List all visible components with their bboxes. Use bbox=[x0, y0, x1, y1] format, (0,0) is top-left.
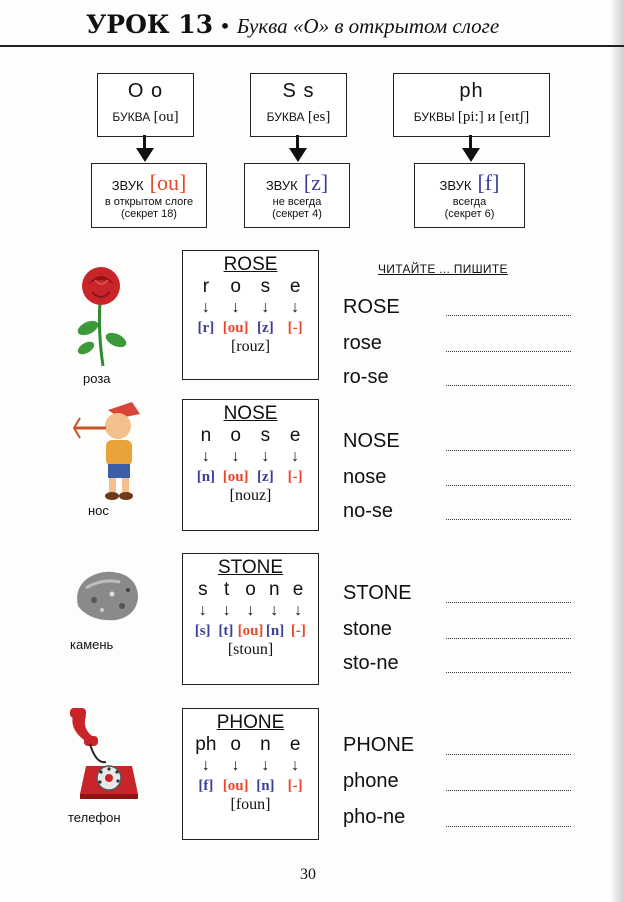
sound-heading: ЗВУК [z] bbox=[265, 170, 329, 195]
sound-box-z bbox=[244, 163, 350, 228]
writing-line[interactable] bbox=[446, 314, 571, 316]
letter-row bbox=[191, 425, 310, 447]
pinocchio-nose-icon bbox=[70, 400, 150, 502]
picture-caption: роза bbox=[83, 371, 111, 386]
word-letter: r bbox=[202, 276, 210, 297]
arrow-row bbox=[191, 447, 310, 467]
practice-word: NOSE bbox=[343, 430, 400, 452]
page-number: 30 bbox=[300, 866, 316, 883]
arrow-down-icon: ↓ bbox=[261, 757, 270, 774]
down-arrow-head bbox=[462, 148, 480, 162]
practice-word: rose bbox=[343, 332, 382, 354]
practice-word: ro-se bbox=[343, 366, 389, 388]
arrow-down-icon: ↓ bbox=[231, 757, 240, 774]
writing-line[interactable] bbox=[446, 518, 571, 520]
writing-line[interactable] bbox=[446, 825, 571, 827]
letter-transcription: [pi:] и [eɪtʃ] bbox=[457, 109, 530, 125]
word-letter: e bbox=[289, 276, 301, 297]
practice-word: ROSE bbox=[343, 296, 400, 318]
word-sound: [f] bbox=[198, 778, 214, 794]
word-letter: n bbox=[260, 734, 271, 755]
letter-label: БУКВЫ [pi:] и [eɪtʃ] bbox=[413, 109, 530, 125]
word-letter: o bbox=[230, 276, 241, 297]
arrow-down-icon: ↓ bbox=[291, 448, 300, 465]
word-sound: [n] bbox=[196, 469, 216, 485]
writing-line[interactable] bbox=[446, 384, 571, 386]
sound-note: в открытом слоге bbox=[104, 196, 194, 208]
arrow-down-icon: ↓ bbox=[291, 757, 300, 774]
word-transcription: [nouz] bbox=[229, 487, 272, 504]
sound-secret: (секрет 18) bbox=[121, 208, 177, 220]
word-letter: n bbox=[269, 579, 280, 600]
sound-row bbox=[191, 467, 310, 487]
word-letter: t bbox=[224, 579, 230, 600]
word-letter: e bbox=[289, 425, 301, 446]
arrow-down-icon: ↓ bbox=[201, 299, 210, 316]
letter-box-s bbox=[250, 73, 347, 137]
word-transcription: [stoun] bbox=[227, 641, 274, 658]
word-title: STONE bbox=[217, 557, 284, 578]
word-letter: s bbox=[260, 425, 271, 446]
picture-caption: камень bbox=[70, 637, 114, 652]
down-arrow-head bbox=[136, 148, 154, 162]
practice-word: STONE bbox=[343, 582, 412, 604]
sound-row bbox=[191, 318, 310, 338]
word-sound: [n] bbox=[265, 623, 285, 639]
letter-pair: S s bbox=[282, 80, 315, 102]
arrow-row bbox=[191, 298, 310, 318]
arrow-down-icon: ↓ bbox=[198, 602, 207, 619]
arrow-down-icon: ↓ bbox=[261, 448, 270, 465]
word-card-rose bbox=[182, 250, 319, 380]
rose-icon bbox=[70, 262, 138, 370]
sound-secret: (секрет 4) bbox=[272, 208, 322, 220]
word-letter: s bbox=[198, 579, 208, 600]
letter-label: БУКВА [es] bbox=[266, 109, 331, 125]
sound-secret: (секрет 6) bbox=[444, 208, 495, 220]
word-letter: e bbox=[292, 579, 304, 600]
word-transcription: [rouz] bbox=[230, 338, 271, 355]
word-card-phone bbox=[182, 708, 319, 840]
sound-row bbox=[191, 621, 310, 641]
writing-line[interactable] bbox=[446, 671, 571, 673]
word-letter: o bbox=[230, 734, 241, 755]
picture-caption: нос bbox=[88, 503, 109, 518]
letter-transcription: [ou] bbox=[153, 109, 179, 125]
letter-box-o bbox=[97, 73, 194, 137]
sound-note: всегда bbox=[452, 196, 487, 208]
picture-caption: телефон bbox=[68, 810, 121, 825]
word-sound: [ou] bbox=[222, 778, 249, 794]
practice-word: phone bbox=[343, 770, 399, 792]
letter-pair: O o bbox=[127, 80, 164, 102]
arrow-down-icon: ↓ bbox=[246, 602, 255, 619]
arrow-down-icon: ↓ bbox=[231, 448, 240, 465]
word-sound: [n] bbox=[256, 778, 275, 794]
letter-label: БУКВА [ou] bbox=[112, 109, 179, 125]
word-sound: [s] bbox=[194, 623, 211, 639]
writing-line[interactable] bbox=[446, 449, 571, 451]
sound-note: не всегда bbox=[272, 196, 322, 208]
arrow-down-icon: ↓ bbox=[201, 448, 210, 465]
word-title: NOSE bbox=[223, 403, 278, 424]
writing-line[interactable] bbox=[446, 789, 571, 791]
writing-line[interactable] bbox=[446, 601, 571, 603]
sound-box-ou bbox=[91, 163, 207, 228]
letter-row bbox=[191, 734, 310, 756]
word-letter: o bbox=[245, 579, 256, 600]
practice-word: nose bbox=[343, 466, 387, 488]
word-title: PHONE bbox=[216, 712, 285, 733]
arrow-down-icon: ↓ bbox=[294, 602, 303, 619]
telephone-icon bbox=[66, 706, 148, 806]
letter-transcription: [es] bbox=[307, 109, 331, 125]
practice-word: no-se bbox=[343, 500, 394, 522]
read-write-header: ЧИТАЙТЕ ... ПИШИТЕ bbox=[378, 262, 508, 276]
writing-line[interactable] bbox=[446, 753, 571, 755]
word-sound: [-] bbox=[290, 623, 306, 639]
page-edge-shadow bbox=[610, 0, 624, 902]
arrow-down-icon: ↓ bbox=[201, 757, 210, 774]
word-sound: [z] bbox=[257, 469, 274, 485]
word-sound: [-] bbox=[287, 469, 303, 485]
arrow-down-icon: ↓ bbox=[231, 299, 240, 316]
header-divider bbox=[0, 45, 624, 47]
header-bullet: • bbox=[219, 14, 231, 38]
sound-row bbox=[191, 776, 310, 796]
arrow-down-icon: ↓ bbox=[261, 299, 270, 316]
sound-heading: ЗВУК [ou] bbox=[111, 170, 187, 195]
writing-line[interactable] bbox=[446, 484, 571, 486]
word-title: ROSE bbox=[223, 254, 278, 275]
page-header bbox=[86, 10, 499, 39]
arrow-row bbox=[191, 601, 310, 621]
word-sound: [r] bbox=[197, 320, 215, 336]
word-card-stone bbox=[182, 553, 319, 685]
arrow-row bbox=[191, 756, 310, 776]
letter-row bbox=[191, 579, 310, 601]
stone-icon bbox=[72, 566, 142, 624]
word-sound: [ou] bbox=[222, 320, 249, 336]
word-sound: [z] bbox=[257, 320, 274, 336]
word-letter: s bbox=[260, 276, 271, 297]
sound-box-f bbox=[414, 163, 525, 228]
letter-box-ph bbox=[393, 73, 550, 137]
lesson-subtitle: Буква «О» в открытом слоге bbox=[236, 14, 500, 38]
arrow-down-icon: ↓ bbox=[291, 299, 300, 316]
lesson-title: УРОК 13 bbox=[86, 10, 214, 39]
writing-line[interactable] bbox=[446, 637, 571, 639]
word-sound: [-] bbox=[287, 778, 303, 794]
letter-row bbox=[191, 276, 310, 298]
arrow-down-icon: ↓ bbox=[270, 602, 279, 619]
sound-heading: ЗВУК [f] bbox=[439, 170, 500, 195]
practice-word: sto-ne bbox=[343, 652, 399, 674]
word-card-nose bbox=[182, 399, 319, 531]
arrow-down-icon: ↓ bbox=[222, 602, 231, 619]
practice-word: stone bbox=[343, 618, 392, 640]
sound-symbol: [f] bbox=[477, 170, 500, 195]
word-letter: ph bbox=[195, 734, 217, 755]
word-sound: [ou] bbox=[237, 623, 264, 639]
word-sound: [-] bbox=[287, 320, 303, 336]
practice-word: PHONE bbox=[343, 734, 415, 756]
down-arrow-head bbox=[289, 148, 307, 162]
word-letter: e bbox=[289, 734, 301, 755]
sound-symbol: [z] bbox=[303, 170, 329, 195]
practice-word: pho-ne bbox=[343, 806, 406, 828]
word-sound: [t] bbox=[218, 623, 234, 639]
word-transcription: [foun] bbox=[230, 796, 271, 813]
word-letter: o bbox=[230, 425, 241, 446]
word-sound: [ou] bbox=[222, 469, 249, 485]
letter-pair: ph bbox=[459, 80, 484, 102]
writing-line[interactable] bbox=[446, 350, 571, 352]
sound-symbol: [ou] bbox=[149, 170, 187, 195]
word-letter: n bbox=[200, 425, 212, 446]
